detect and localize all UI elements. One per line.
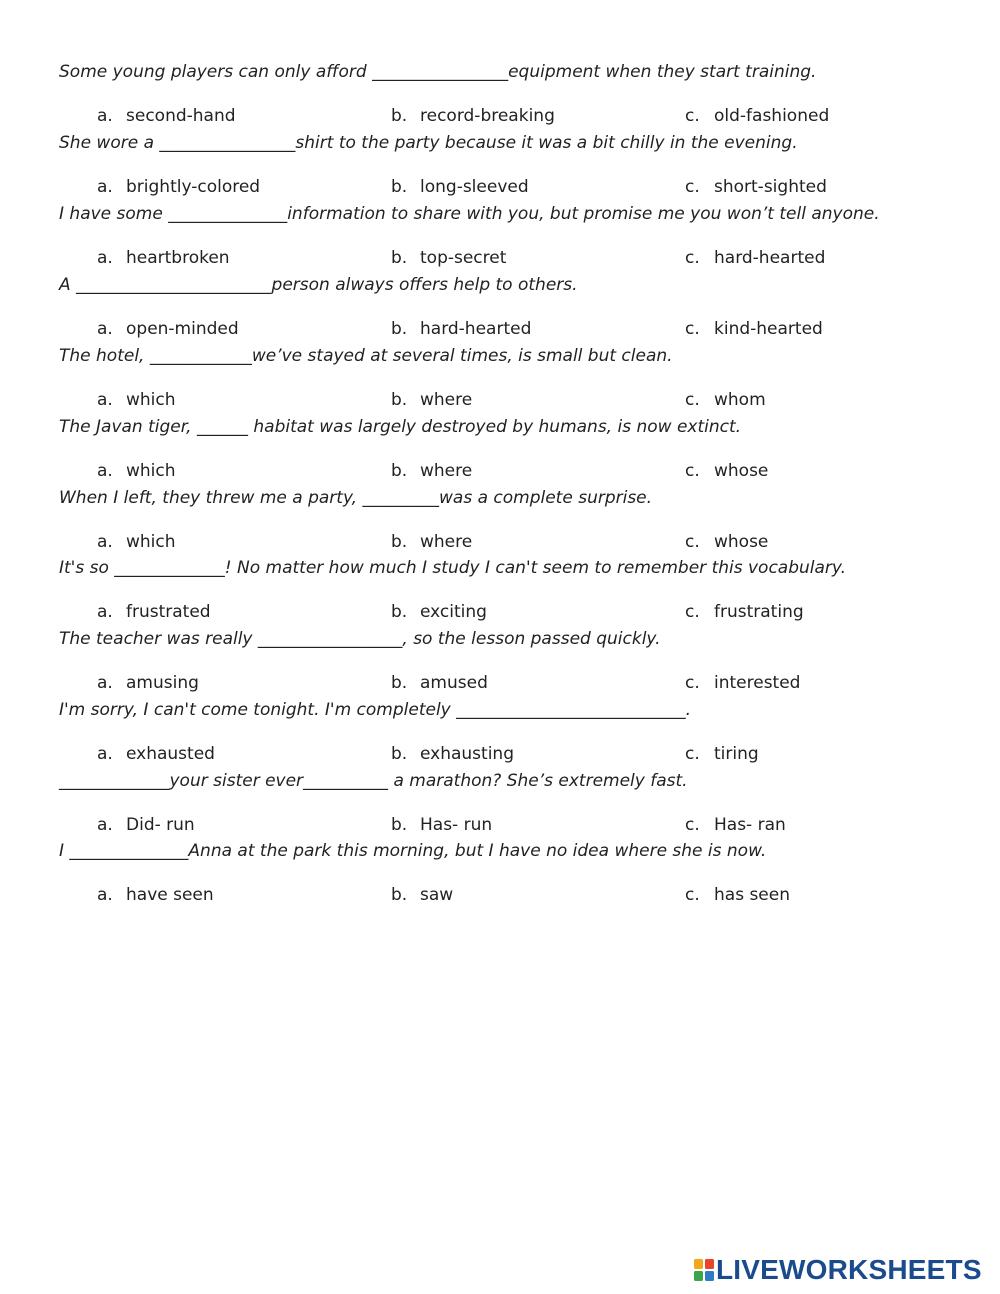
option-c[interactable]	[685, 175, 827, 199]
option-a[interactable]	[97, 530, 176, 554]
question-text: It's so _____________! No matter how much I study I can't seem to remember this vocabulary.	[59, 558, 847, 578]
option-text: exhausted	[126, 744, 215, 764]
option-text: Has- run	[420, 815, 493, 835]
option-text: exhausting	[420, 744, 514, 764]
option-text: frustrating	[714, 602, 804, 622]
option-label: c.	[685, 461, 700, 481]
option-text: where	[420, 532, 473, 552]
question-4	[59, 273, 959, 344]
option-label: a.	[97, 319, 113, 339]
option-label: b.	[391, 390, 408, 410]
question-6	[59, 415, 959, 486]
option-b[interactable]	[391, 459, 472, 483]
option-label: b.	[391, 885, 408, 905]
option-label: b.	[391, 248, 408, 268]
option-text: which	[126, 532, 176, 552]
option-c[interactable]	[685, 742, 759, 766]
option-label: b.	[391, 106, 408, 126]
option-b[interactable]	[391, 883, 453, 907]
option-a[interactable]	[97, 317, 239, 341]
option-label: a.	[97, 744, 113, 764]
option-label: b.	[391, 532, 408, 552]
option-c[interactable]	[685, 104, 829, 128]
logo-block	[694, 1271, 703, 1281]
option-c[interactable]	[685, 530, 768, 554]
option-c[interactable]	[685, 388, 766, 412]
option-text: hard-hearted	[714, 248, 826, 268]
option-text: open-minded	[126, 319, 239, 339]
option-label: a.	[97, 248, 113, 268]
question-10	[59, 698, 959, 769]
option-a[interactable]	[97, 671, 199, 695]
logo-block	[705, 1271, 714, 1281]
question-5	[59, 344, 959, 415]
option-text: has seen	[714, 885, 791, 905]
question-text: The hotel, ____________we’ve stayed at several times, is small but clean.	[59, 346, 673, 366]
option-c[interactable]	[685, 459, 768, 483]
option-b[interactable]	[391, 388, 472, 412]
option-text: kind-hearted	[714, 319, 823, 339]
option-b[interactable]	[391, 600, 487, 624]
option-a[interactable]	[97, 246, 230, 270]
option-label: a.	[97, 461, 113, 481]
question-8	[59, 556, 959, 627]
option-text: old-fashioned	[714, 106, 830, 126]
option-b[interactable]	[391, 742, 514, 766]
option-text: tiring	[714, 744, 759, 764]
option-b[interactable]	[391, 175, 529, 199]
option-text: amusing	[126, 673, 199, 693]
option-label: a.	[97, 602, 113, 622]
option-text: where	[420, 390, 473, 410]
question-9	[59, 627, 959, 698]
option-label: c.	[685, 602, 700, 622]
option-text: saw	[420, 885, 454, 905]
option-text: long-sleeved	[420, 177, 529, 197]
question-1	[59, 60, 959, 131]
option-label: c.	[685, 744, 700, 764]
question-text: I have some ______________information to share with you, but promise me you won’t tell anyone.	[59, 204, 880, 224]
option-b[interactable]	[391, 104, 555, 128]
question-11	[59, 769, 959, 840]
option-label: c.	[685, 815, 700, 835]
liveworksheets-logo-text: LIVEWORKSHEETS	[716, 1254, 982, 1285]
question-text: She wore a ________________shirt to the party because it was a bit chilly in the evening.	[59, 133, 798, 153]
option-label: c.	[685, 319, 700, 339]
option-a[interactable]	[97, 600, 211, 624]
option-text: whose	[714, 461, 769, 481]
option-text: second-hand	[126, 106, 236, 126]
option-text: hard-hearted	[420, 319, 532, 339]
option-c[interactable]	[685, 600, 804, 624]
option-label: a.	[97, 106, 113, 126]
option-label: b.	[391, 815, 408, 835]
option-label: a.	[97, 177, 113, 197]
question-text: I'm sorry, I can't come tonight. I'm completely ___________________________.	[59, 700, 692, 720]
option-text: amused	[420, 673, 488, 693]
option-b[interactable]	[391, 246, 506, 270]
option-label: c.	[685, 248, 700, 268]
liveworksheets-logo	[694, 1255, 982, 1285]
option-b[interactable]	[391, 813, 492, 837]
option-text: have seen	[126, 885, 214, 905]
option-label: b.	[391, 744, 408, 764]
option-text: which	[126, 390, 176, 410]
question-text: Some young players can only afford ________________equipment when they start training.	[59, 62, 817, 82]
question-text: I ______________Anna at the park this morning, but I have no idea where she is now.	[59, 841, 767, 861]
option-a[interactable]	[97, 104, 236, 128]
option-label: c.	[685, 673, 700, 693]
option-label: a.	[97, 390, 113, 410]
option-label: b.	[391, 673, 408, 693]
option-text: whom	[714, 390, 766, 410]
option-label: b.	[391, 177, 408, 197]
option-text: top-secret	[420, 248, 507, 268]
option-text: interested	[714, 673, 801, 693]
option-c[interactable]	[685, 671, 800, 695]
option-label: a.	[97, 815, 113, 835]
option-label: c.	[685, 390, 700, 410]
option-c[interactable]	[685, 813, 786, 837]
question-2	[59, 131, 959, 202]
option-text: whose	[714, 532, 769, 552]
option-label: a.	[97, 885, 113, 905]
option-label: a.	[97, 673, 113, 693]
option-label: c.	[685, 106, 700, 126]
option-a[interactable]	[97, 883, 214, 907]
option-label: b.	[391, 319, 408, 339]
option-a[interactable]	[97, 459, 176, 483]
option-a[interactable]	[97, 388, 176, 412]
option-a[interactable]	[97, 175, 260, 199]
question-text: The teacher was really _________________, so the lesson passed quickly.	[59, 629, 661, 649]
option-text: frustrated	[126, 602, 211, 622]
option-text: Has- ran	[714, 815, 786, 835]
question-text: When I left, they threw me a party, _________was a complete surprise.	[59, 488, 653, 508]
question-12	[59, 839, 959, 910]
option-b[interactable]	[391, 317, 531, 341]
question-7	[59, 486, 959, 557]
option-c[interactable]	[685, 317, 823, 341]
question-text: A _______________________person always offers help to others.	[59, 275, 578, 295]
option-b[interactable]	[391, 530, 472, 554]
option-label: c.	[685, 885, 700, 905]
liveworksheets-logo-icon	[694, 1259, 714, 1281]
option-text: short-sighted	[714, 177, 827, 197]
option-label: c.	[685, 177, 700, 197]
question-text: _____________your sister ever__________ a marathon? She’s extremely fast.	[59, 771, 688, 791]
option-text: brightly-colored	[126, 177, 261, 197]
option-text: heartbroken	[126, 248, 230, 268]
option-label: a.	[97, 532, 113, 552]
option-a[interactable]	[97, 813, 195, 837]
question-3	[59, 202, 959, 273]
option-text: record-breaking	[420, 106, 555, 126]
logo-block	[694, 1259, 703, 1269]
option-text: exciting	[420, 602, 487, 622]
logo-block	[705, 1259, 714, 1269]
option-text: Did- run	[126, 815, 195, 835]
option-label: b.	[391, 461, 408, 481]
option-b[interactable]	[391, 671, 488, 695]
option-label: c.	[685, 532, 700, 552]
option-text: where	[420, 461, 473, 481]
option-c[interactable]	[685, 883, 790, 907]
option-c[interactable]	[685, 246, 825, 270]
option-label: b.	[391, 602, 408, 622]
option-text: which	[126, 461, 176, 481]
question-text: The Javan tiger, ______ habitat was largely destroyed by humans, is now extinct.	[59, 417, 742, 437]
option-a[interactable]	[97, 742, 215, 766]
